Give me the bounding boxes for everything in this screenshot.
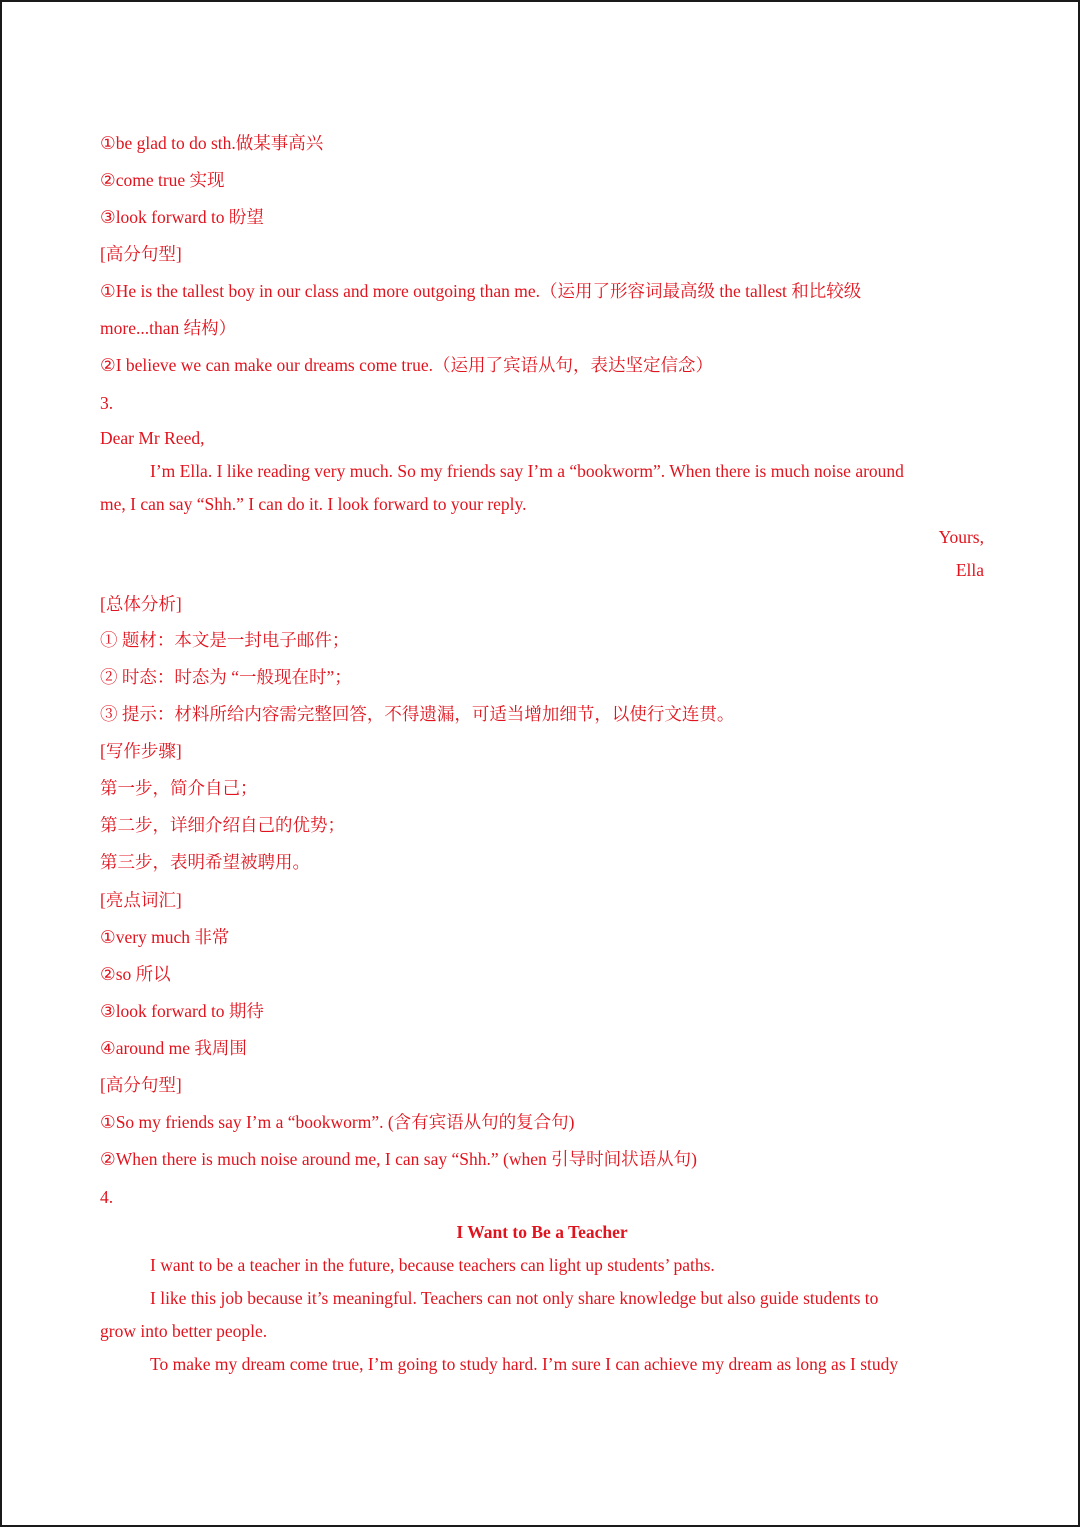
section-heading-sentence-patterns-2: [高分句型] [100,1075,182,1095]
analysis-item-2: ② 时态：时态为 “一般现在时”； [100,667,352,687]
vocab-line-2: ②come true 实现 [100,170,225,190]
letter-body-line-2: me, I can say “Shh.” I can do it. I look forward to your reply. [100,494,527,514]
vocab-item-4: ④around me 我周围 [100,1038,247,1058]
essay-title: I Want to Be a Teacher [456,1222,628,1242]
vocab-item-3: ③look forward to 期待 [100,1001,264,1021]
section-heading-analysis: [总体分析] [100,594,182,614]
sentence-pattern-2: ②I believe we can make our dreams come true.（运用了宾语从句，表达坚定信念） [100,355,713,375]
step-3: 第三步，表明希望被聘用。 [100,852,310,872]
sentence-pattern-1: ①He is the tallest boy in our class and more outgoing than me.（运用了形容词最高级 the tallest 和比较级 [100,281,862,301]
vocab-line-3: ③look forward to 盼望 [100,207,264,227]
letter-signature: Ella [955,560,984,580]
vocab-item-1: ①very much 非常 [100,927,230,947]
vocab-line-1: ①be glad to do sth.做某事高兴 [100,133,324,153]
sentence-pattern-1-cont: more...than 结构） [100,318,237,338]
question-number-3: 3. [100,393,114,413]
sentence-pattern-4: ②When there is much noise around me, I can say “Shh.” (when 引导时间状语从句) [100,1149,697,1169]
letter-body-line-1: I’m Ella. I like reading very much. So my friends say I’m a “bookworm”. When there is much noise around [150,461,904,481]
essay-para-1: I want to be a teacher in the future, because teachers can light up students’ paths. [150,1255,715,1275]
question-number-4: 4. [100,1187,114,1207]
analysis-item-3: ③ 提示：材料所给内容需完整回答，不得遗漏，可适当增加细节，以使行文连贯。 [100,704,735,724]
letter-closing: Yours, [938,527,984,547]
step-1: 第一步，简介自己； [100,778,258,798]
essay-para-3-line-1: To make my dream come true, I’m going to study hard. I’m sure I can achieve my dream as long as I study [150,1354,899,1374]
essay-para-2-line-2: grow into better people. [100,1321,268,1341]
essay-para-2-line-1: I like this job because it’s meaningful. Teachers can not only share knowledge but also guide students to [150,1288,879,1308]
analysis-item-1: ① 题材：本文是一封电子邮件； [100,630,350,650]
vocab-item-2: ②so 所以 [100,964,171,984]
section-heading-sentence-patterns: [高分句型] [100,244,182,264]
letter-salutation: Dear Mr Reed, [100,428,205,448]
sentence-pattern-3: ①So my friends say I’m a “bookworm”. (含有宾语从句的复合句) [100,1112,575,1132]
section-heading-steps: [写作步骤] [100,741,182,761]
step-2: 第二步，详细介绍自己的优势； [100,815,345,835]
section-heading-vocabulary: [亮点词汇] [100,890,182,910]
